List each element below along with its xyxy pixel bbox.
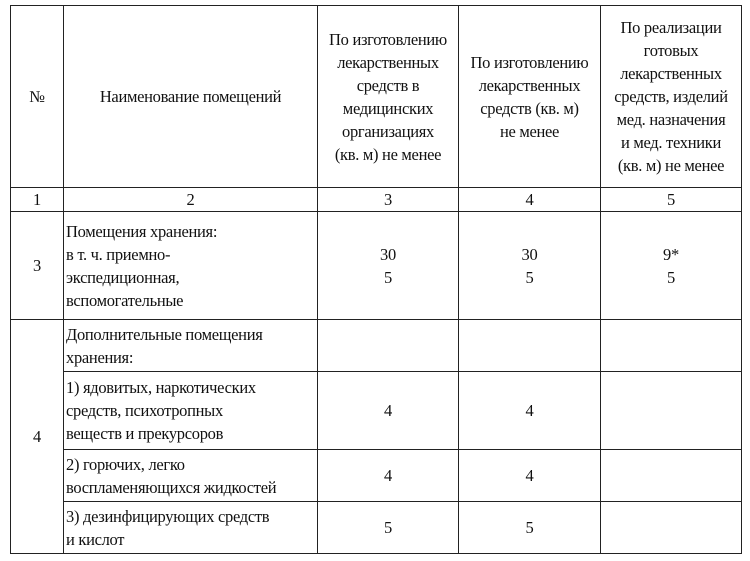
name-line: Помещения хранения: [66, 221, 218, 241]
header-line: лекарственных [620, 64, 722, 83]
table-row-3 [11, 212, 742, 320]
index-cell: 4 [459, 188, 601, 212]
row-col4: 5 [459, 502, 601, 554]
row-name [64, 502, 318, 554]
header-name: Наименование помещений [64, 6, 318, 188]
name-line: экспедиционная, [66, 267, 180, 287]
header-line: не менее [499, 121, 560, 141]
row-col4: 4 [459, 372, 601, 450]
header-line: (кв. м) не менее [334, 144, 442, 164]
table-row-4-3 [11, 502, 742, 554]
header-num: № [11, 6, 64, 188]
header-line: По реализации [620, 18, 722, 37]
row-name [64, 450, 318, 502]
row-col3: 4 [318, 372, 459, 450]
row-num: 3 [11, 212, 64, 320]
header-col5 [601, 6, 742, 188]
header-line: лекарственных [478, 75, 581, 95]
row-col4: 4 [459, 450, 601, 502]
index-cell: 5 [601, 188, 742, 212]
header-line: средств в [356, 75, 420, 95]
name-line: 2) горючих, легко [66, 454, 185, 474]
index-row [11, 188, 742, 212]
name-line: воспламеняющихся жидкостей [66, 477, 277, 497]
empty-cell [318, 320, 459, 372]
header-row [11, 6, 742, 188]
row-col5 [601, 450, 742, 502]
table-row-4-2 [11, 450, 742, 502]
empty-cell [459, 320, 601, 372]
name-line: в т. ч. приемно- [66, 244, 171, 264]
value: 5 [525, 267, 534, 287]
name-line: 1) ядовитых, наркотических [66, 378, 256, 397]
row-col5 [601, 372, 742, 450]
name-line: и кислот [66, 529, 125, 549]
row-name [64, 372, 318, 450]
header-line: и мед. техники [620, 133, 722, 152]
header-line: (кв. м) не менее [617, 156, 725, 175]
header-line: лекарственных [337, 52, 439, 72]
index-cell: 3 [318, 188, 459, 212]
row-name [64, 320, 318, 372]
row-num: 4 [11, 320, 64, 554]
name-line: Дополнительные помещения [66, 324, 263, 344]
name-line: хранения: [66, 347, 134, 367]
value: 30 [521, 244, 538, 264]
header-line: средств (кв. м) [480, 98, 579, 118]
name-line: 3) дезинфицирующих средств [66, 506, 270, 526]
header-line: мед. назначения [616, 110, 726, 129]
row-col5 [601, 212, 742, 320]
header-col4 [459, 6, 601, 188]
header-line: По изготовлению [329, 29, 447, 49]
row-col3: 5 [318, 502, 459, 554]
row-col3: 4 [318, 450, 459, 502]
header-line: средств, изделий [614, 87, 728, 106]
header-col3 [318, 6, 459, 188]
index-cell: 1 [11, 188, 64, 212]
name-line: веществ и прекурсоров [66, 424, 224, 443]
name-line: вспомогательные [66, 290, 184, 310]
index-cell: 2 [64, 188, 318, 212]
header-line: медицинских [342, 98, 434, 118]
value: 9* [663, 244, 679, 264]
header-line: готовых [643, 41, 699, 60]
premises-area-table [10, 5, 742, 554]
value: 5 [667, 267, 675, 287]
header-line: организациях [342, 121, 434, 141]
table-row-4-title [11, 320, 742, 372]
empty-cell [601, 320, 742, 372]
name-line: средств, психотропных [66, 401, 223, 420]
row-col5 [601, 502, 742, 554]
row-col3 [318, 212, 459, 320]
table-row-4-1 [11, 372, 742, 450]
value: 30 [380, 244, 396, 264]
header-line: По изготовлению [470, 52, 589, 72]
value: 5 [384, 267, 392, 287]
row-name [64, 212, 318, 320]
row-col4 [459, 212, 601, 320]
